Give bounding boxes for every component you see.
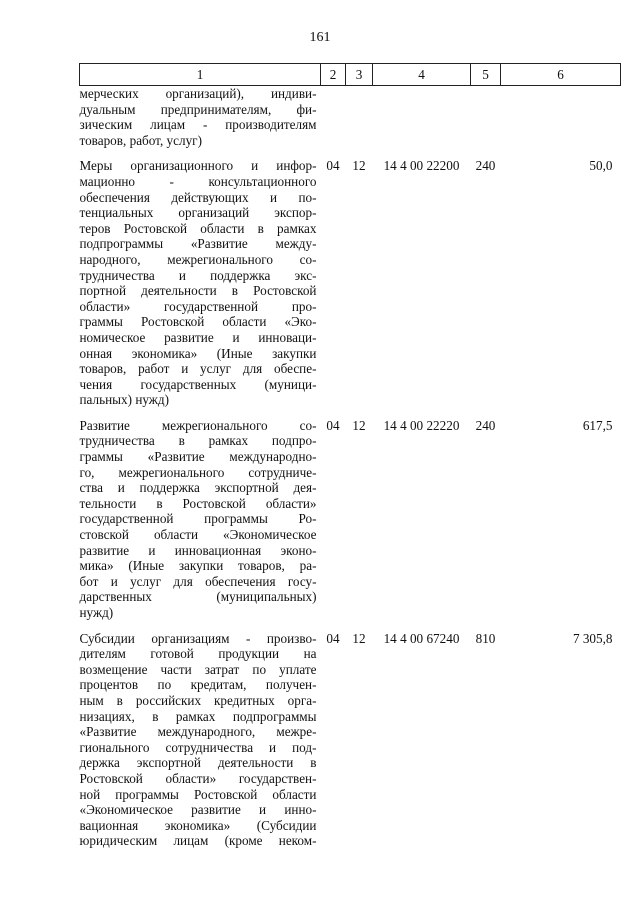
description-line: держка экспортной деятельности в — [79, 755, 317, 771]
description-line: ным в российских кредитных орга- — [79, 692, 317, 708]
description-line: мерческих организаций), индиви- — [79, 86, 317, 101]
target-article-code — [373, 86, 471, 149]
row-description — [80, 86, 321, 149]
target-article-code: 14 4 00 22200 — [383, 158, 460, 174]
description-line: трудничества и поддержка экс- — [79, 267, 317, 283]
description-line: дуальным предпринимателям, фи- — [79, 101, 317, 117]
header-col-1: 1 — [80, 64, 321, 86]
row-description — [80, 408, 321, 621]
description-line: обеспечения действующих и по- — [79, 189, 317, 205]
description-line: развитие и инновационная эконо- — [79, 542, 317, 558]
header-col-5: 5 — [471, 64, 501, 86]
amount — [501, 86, 621, 149]
page-number: 161 — [309, 30, 331, 45]
expense-type-code: 240 — [475, 417, 496, 433]
description-line: трудничества в рамках подпро- — [79, 433, 317, 449]
table-body — [80, 86, 621, 849]
amount: 617,5 — [582, 417, 613, 433]
description-line: народного, межрегионального со- — [79, 251, 317, 267]
description-line: тенциальных организаций экспор- — [79, 205, 317, 221]
description-line: пальных) нужд) — [79, 392, 170, 408]
subsection-code — [346, 86, 373, 149]
section-code: 04 — [326, 630, 340, 646]
description-line: процентов по кредитам, получен- — [79, 677, 317, 693]
expense-type-code: 810 — [475, 630, 496, 646]
table-row — [80, 86, 621, 149]
description-line: стовской области «Экономическое — [79, 527, 317, 543]
description-line: бот и услуг для обеспечения госу- — [79, 573, 317, 589]
description-line: мика» (Иные закупки товаров, ра- — [79, 558, 317, 574]
header-col-3: 3 — [346, 64, 373, 86]
row-description — [80, 621, 321, 849]
description-line: товаров, работ и услуг для обеспе- — [79, 361, 317, 377]
description-line: нужд) — [79, 605, 114, 620]
description-line: юридическим лицам (кроме неком- — [79, 833, 317, 849]
budget-table — [79, 63, 621, 849]
description-line: онная экономика» (Иные закупки — [79, 345, 317, 361]
amount: 7 305,8 — [572, 630, 613, 646]
header-col-6: 6 — [501, 64, 621, 86]
description-line: ной программы Ростовской области — [79, 786, 317, 802]
table-row — [80, 148, 621, 408]
expense-type-code — [471, 86, 501, 149]
row-description — [80, 148, 321, 408]
subsection-code: 12 — [352, 158, 366, 174]
description-line: низациях, в рамках подпрограммы — [79, 708, 317, 724]
description-line: граммы «Развитие международно- — [79, 449, 317, 465]
description-line: ства и поддержка экспортной дея- — [79, 480, 317, 496]
description-line: граммы Ростовской области «Эко- — [79, 314, 317, 330]
description-line: вационная экономика» (Субсидии — [79, 817, 317, 833]
description-line: Меры организационного и инфор- — [79, 158, 317, 174]
header-col-4: 4 — [373, 64, 471, 86]
description-line: тельности в Ростовской области» — [79, 495, 317, 511]
description-line: Субсидии организациям - произво- — [79, 630, 317, 646]
section-code — [321, 86, 346, 149]
description-line: возмещение части затрат по уплате — [79, 661, 317, 677]
subsection-code: 12 — [352, 630, 366, 646]
description-line: теров Ростовской области в рамках — [79, 220, 317, 236]
expense-type-code: 240 — [475, 158, 496, 174]
description-line: го, межрегионального сотрудниче- — [79, 464, 317, 480]
description-line: дарственных (муниципальных) — [79, 589, 317, 605]
table-row — [80, 621, 621, 849]
table-row — [80, 408, 621, 621]
target-article-code: 14 4 00 67240 — [383, 630, 460, 646]
description-line: области» государственной про- — [79, 298, 317, 314]
description-line: мационно - консультационного — [79, 173, 317, 189]
table-header-row — [80, 64, 621, 86]
description-line: гионального сотрудничества и под- — [79, 739, 317, 755]
header-col-2: 2 — [321, 64, 346, 86]
subsection-code: 12 — [352, 417, 366, 433]
description-line: подпрограммы «Развитие между- — [79, 236, 317, 252]
description-line: товаров, работ, услуг) — [79, 132, 202, 148]
description-line: Развитие межрегионального со- — [79, 417, 317, 433]
description-line: «Развитие международного, межре- — [79, 724, 317, 740]
description-line: портной деятельности в Ростовской — [79, 283, 317, 299]
description-line: Ростовской области» государствен- — [79, 770, 317, 786]
description-line: «Экономическое развитие и инно- — [79, 802, 317, 818]
section-code: 04 — [326, 158, 340, 174]
description-line: чения государственных (муници- — [79, 376, 317, 392]
description-line: дителям готовой продукции на — [79, 646, 317, 662]
amount: 50,0 — [589, 158, 613, 174]
target-article-code: 14 4 00 22220 — [383, 417, 460, 433]
description-line: зическим лицам - производителям — [79, 117, 317, 133]
description-line: государственной программы Ро- — [79, 511, 317, 527]
section-code: 04 — [326, 417, 340, 433]
description-line: номическое развитие и инноваци- — [79, 329, 317, 345]
